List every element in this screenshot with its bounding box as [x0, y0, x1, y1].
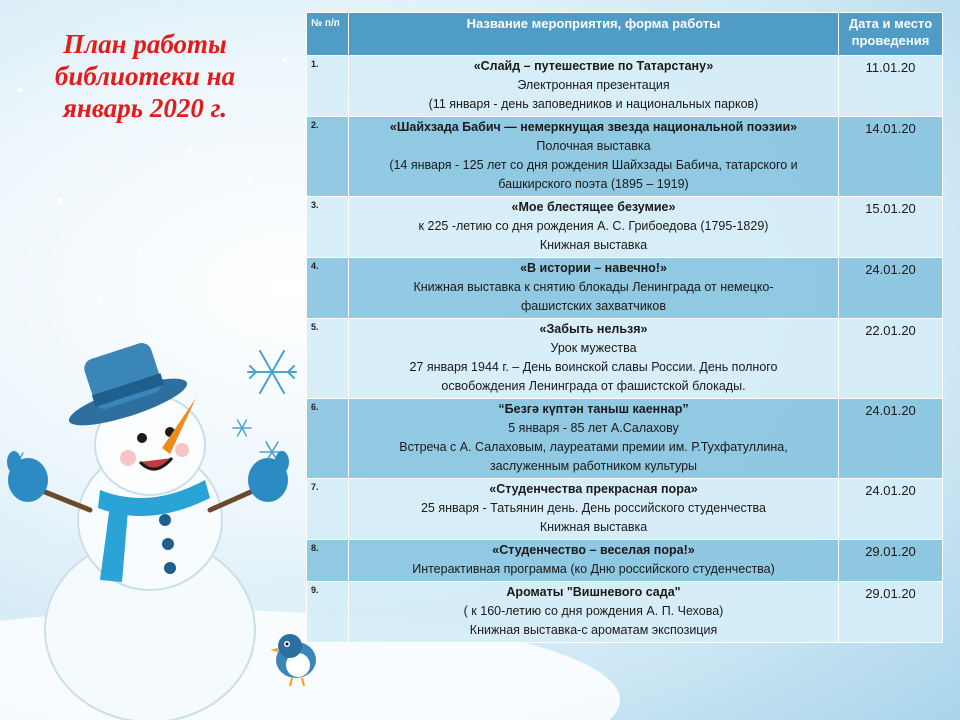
- event-cell: [349, 479, 839, 540]
- event-title: «Мое блестящее безумие»: [511, 200, 676, 214]
- event-date: 15.01.20: [839, 197, 943, 258]
- event-title: «Забыть нельзя»: [539, 322, 648, 336]
- event-title: Ароматы "Вишневого сада": [506, 585, 681, 599]
- event-cell: [349, 582, 839, 643]
- event-cell: [349, 258, 839, 319]
- event-description-line: башкирского поэта (1895 – 1919): [498, 177, 689, 191]
- event-description-line: 5 января - 85 лет А.Салахову: [508, 421, 679, 435]
- event-description-line: Урок мужества: [550, 341, 637, 355]
- event-cell: [349, 399, 839, 479]
- event-date: 29.01.20: [839, 582, 943, 643]
- event-cell: [349, 319, 839, 399]
- event-description-line: освобождения Ленинграда от фашистской блокады.: [441, 379, 746, 393]
- row-number: 3.: [307, 197, 349, 258]
- row-number: 2.: [307, 117, 349, 197]
- event-description-line: Книжная выставка: [539, 520, 648, 534]
- event-date: 22.01.20: [839, 319, 943, 399]
- event-description-line: Встреча с А. Салаховым, лауреатами премии им. Р.Тухфатуллина,: [399, 440, 788, 454]
- event-cell: [349, 540, 839, 582]
- row-number: 9.: [307, 582, 349, 643]
- event-title: «Слайд – путешествие по Татарстану»: [473, 59, 714, 73]
- row-number: 6.: [307, 399, 349, 479]
- table-row: [307, 479, 943, 540]
- table-row: [307, 582, 943, 643]
- header-name: Название мероприятия, форма работы: [349, 13, 839, 56]
- row-number: 5.: [307, 319, 349, 399]
- event-title: “Безгә күптән таныш каеннар”: [498, 402, 689, 416]
- table-row: [307, 197, 943, 258]
- header-date: Дата и место проведения: [839, 13, 943, 56]
- event-description-line: Книжная выставка: [539, 238, 648, 252]
- row-number: 4.: [307, 258, 349, 319]
- event-description-line: заслуженным работником культуры: [489, 459, 698, 473]
- event-date: 24.01.20: [839, 479, 943, 540]
- header-num: № п/п: [307, 13, 349, 56]
- table-row: [307, 117, 943, 197]
- event-description-line: ( к 160-летию со дня рождения А. П. Чехова): [463, 604, 724, 618]
- event-date: 24.01.20: [839, 258, 943, 319]
- event-date: 24.01.20: [839, 399, 943, 479]
- event-cell: [349, 197, 839, 258]
- table-row: [307, 319, 943, 399]
- event-description-line: Книжная выставка к снятию блокады Ленинграда от немецко-: [413, 280, 774, 294]
- page-title: План работы библиотеки на январь 2020 г.: [54, 29, 236, 123]
- event-description-line: (11 января - день заповедников и национальных парков): [428, 97, 759, 111]
- row-number: 1.: [307, 56, 349, 117]
- event-description-line: 25 января - Татьянин день. День российского студенчества: [420, 501, 766, 515]
- event-description-line: Полочная выставка: [536, 139, 651, 153]
- event-description-line: Электронная презентация: [517, 78, 670, 92]
- table-row: [307, 56, 943, 117]
- event-description-line: к 225 -летию со дня рождения А. С. Грибоедова (1795-1829): [418, 219, 769, 233]
- event-description-line: Книжная выставка-с ароматам экспозиция: [469, 623, 718, 637]
- event-description-line: 27 января 1944 г. – День воинской славы России. День полного: [409, 360, 778, 374]
- event-title: «Шайхзада Бабич — немеркнущая звезда национальной поэзии»: [389, 120, 798, 134]
- event-date: 29.01.20: [839, 540, 943, 582]
- event-cell: [349, 56, 839, 117]
- event-date: 14.01.20: [839, 117, 943, 197]
- event-title: «Студенчества прекрасная пора»: [489, 482, 698, 496]
- event-title: «Студенчество – веселая пора!»: [492, 543, 695, 557]
- event-title: «В истории – навечно!»: [520, 261, 667, 275]
- event-description-line: Интерактивная программа (ко Дню российского студенчества): [412, 562, 775, 576]
- row-number: 7.: [307, 479, 349, 540]
- event-description-line: фашистских захватчиков: [520, 299, 667, 313]
- event-date: 11.01.20: [839, 56, 943, 117]
- row-number: 8.: [307, 540, 349, 582]
- events-table: [306, 12, 943, 643]
- table-row: [307, 540, 943, 582]
- event-cell: [349, 117, 839, 197]
- table-header-row: [307, 13, 943, 56]
- event-description-line: (14 января - 125 лет со дня рождения Шайхзады Бабича, татарского и: [389, 158, 798, 172]
- table-row: [307, 258, 943, 319]
- table-row: [307, 399, 943, 479]
